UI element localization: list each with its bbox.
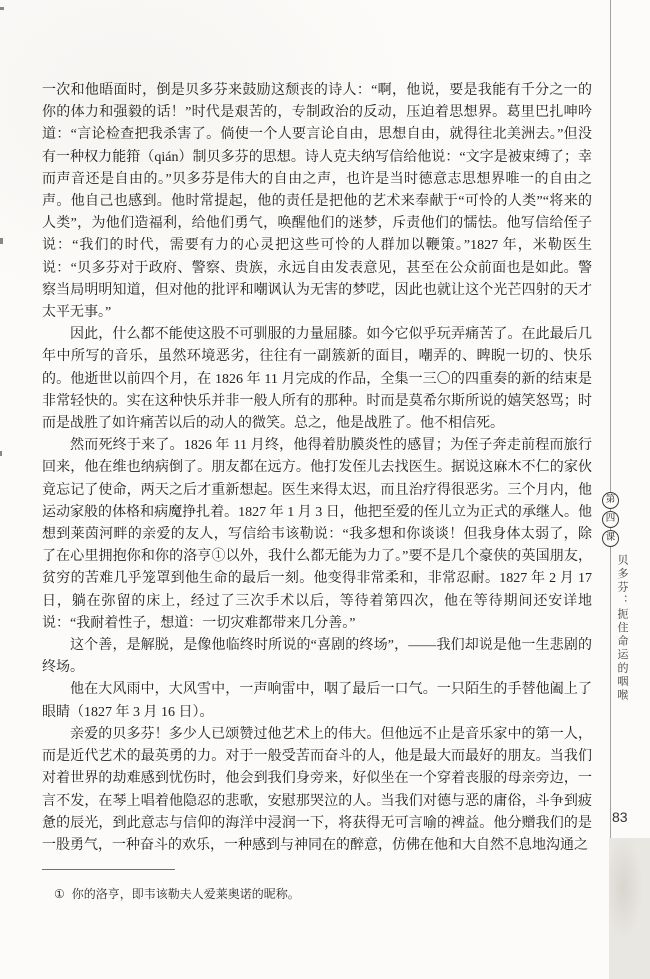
scan-artifact: [0, 238, 3, 244]
scan-artifact: [0, 451, 2, 456]
paragraph-5: 他在大风雨中，大风雪中，一声响雷中，咽了最后一口气。一只陌生的手替他阖上了眼睛（1827 年 3 月 16 日）。: [42, 682, 592, 720]
footnote-text: 你的洛亨，即韦该勒夫人爱莱奥诺的昵称。: [71, 887, 300, 901]
lesson-badge: [602, 492, 619, 547]
page-number: 83: [612, 809, 628, 825]
lesson-badge-char-2: 四: [602, 511, 619, 528]
footnote-marker: ①: [54, 887, 65, 901]
paragraph-2: 因此，什么都不能使这股不可驯服的力量屈膝。如今它似乎玩弄痛苦了。在此最后几年中所写的音乐，虽然环境恶劣，往往有一副簇新的面目，嘲弄的、睥睨一切的、快乐的。他逝世以前四个月，在 1826 年 11 月完成的作品，全集一三〇的四重奏的新的结束是非常轻快的。实在这种快乐并非一般人所有的那种。时而是莫希尔斯所说的嬉笑怒骂；时而是战胜了如许痛苦以后的动人的微笑。总之，他是战胜了。他不相信死。: [42, 327, 592, 432]
paragraph-4: 这个善，是解脱，是像他临终时所说的“喜剧的终场”，——我们却说是他一生悲剧的终场。: [42, 638, 592, 676]
footnote: [54, 886, 454, 903]
footnote-separator: [42, 869, 175, 870]
paragraph-3: 然而死终于来了。1826 年 11 月终，他得着肋膜炎性的感冒；为侄子奔走前程而旅行回来，他在维也纳病倒了。朋友都在远方。他打发侄儿去找医生。据说这麻木不仁的家伙竟忘记了使命，两天之后才重新想起。医生来得太迟，而且治疗得很恶劣。三个月内，他运动家般的体格和病魔挣扎着。1827 年 1 月 3 日，他把至爱的侄儿立为正式的承继人。他想到莱茵河畔的亲爱的友人，写信给韦该勒说：“我多想和你谈谈！但我身体太弱了，除了在心里拥抱你和你的洛亨①以外，我什么都无能为力了。”要不是几个豪侠的英国朋友，贫穷的苦难几乎笼罩到他生命的最后一刻。他变得非常柔和，非常忍耐。1827 年 2 月 17 日，躺在弥留的床上，经过了三次手术以后，等待着第四次，他在等待期间还安详地说：“我耐着性子，想道：一切灾难都带来几分善。”: [42, 438, 592, 631]
paragraph-6: 亲爱的贝多芬！多少人已颂赞过他艺术上的伟大。但他远不止是音乐家中的第一人，而是近代艺术的最英勇的力。对于一般受苦而奋斗的人，他是最大而最好的朋友。当我们对着世界的劫难感到忧伤时，他会到我们身旁来，好似坐在一个穿着丧服的母亲旁边，一言不发，在琴上唱着他隐忍的悲歌，安慰那哭泣的人。当我们对德与恶的庸俗，斗争到疲惫的辰光，到此意志与信仰的海洋中浸润一下，将获得无可言喻的裨益。他分赠我们的是一股勇气，一种奋斗的欢乐，一种感到与神同在的醉意，仿佛在他和大自然不息地沟通之: [42, 726, 592, 853]
sidebar-divider-line: [610, 0, 611, 838]
paragraph-1: 一次和他晤面时，倒是贝多芬来鼓励这颓丧的诗人：“啊，他说，要是我能有千分之一的你的体力和强毅的话！”时代是艰苦的，专制政治的反动，压迫着思想界。葛里巴扎呻吟道：“言论检查把我杀害了。倘使一个人要言论自由，思想自由，就得往北美洲去。”但没有一种权力能箝（qián）制贝多芬的思想。诗人克夫纳写信给他说：“文字是被束缚了；幸而声音还是自由的。”贝多芬是伟大的自由之声，也许是当时德意志思想界唯一的自由之声。他自己也感到。他时常提起，他的责任是把他的艺术来奉献于“可怜的人类”“将来的人类”，为他们造福利，给他们勇气，唤醒他们的迷梦，斥责他们的懦怯。他写信给侄子说：“我们的时代，需要有力的心灵把这些可怜的人群加以鞭策。”1827 年，米勒医生说：“贝多芬对于政府、警察、贵族，永远自由发表意见，甚至在公众前面也是如此。警察当局明明知道，但对他的批评和嘲讽认为无害的梦呓，因此也就让这个光芒四射的天才太平无事。”: [42, 83, 592, 321]
scan-artifact: [0, 7, 4, 10]
lesson-badge-char-1: 第: [602, 492, 619, 509]
chapter-title-vertical: 贝多芬：扼住命运的咽喉: [616, 554, 628, 703]
lesson-badge-char-3: 课: [602, 530, 619, 547]
page-edge-shade: [609, 838, 650, 979]
text-column: [42, 80, 592, 857]
